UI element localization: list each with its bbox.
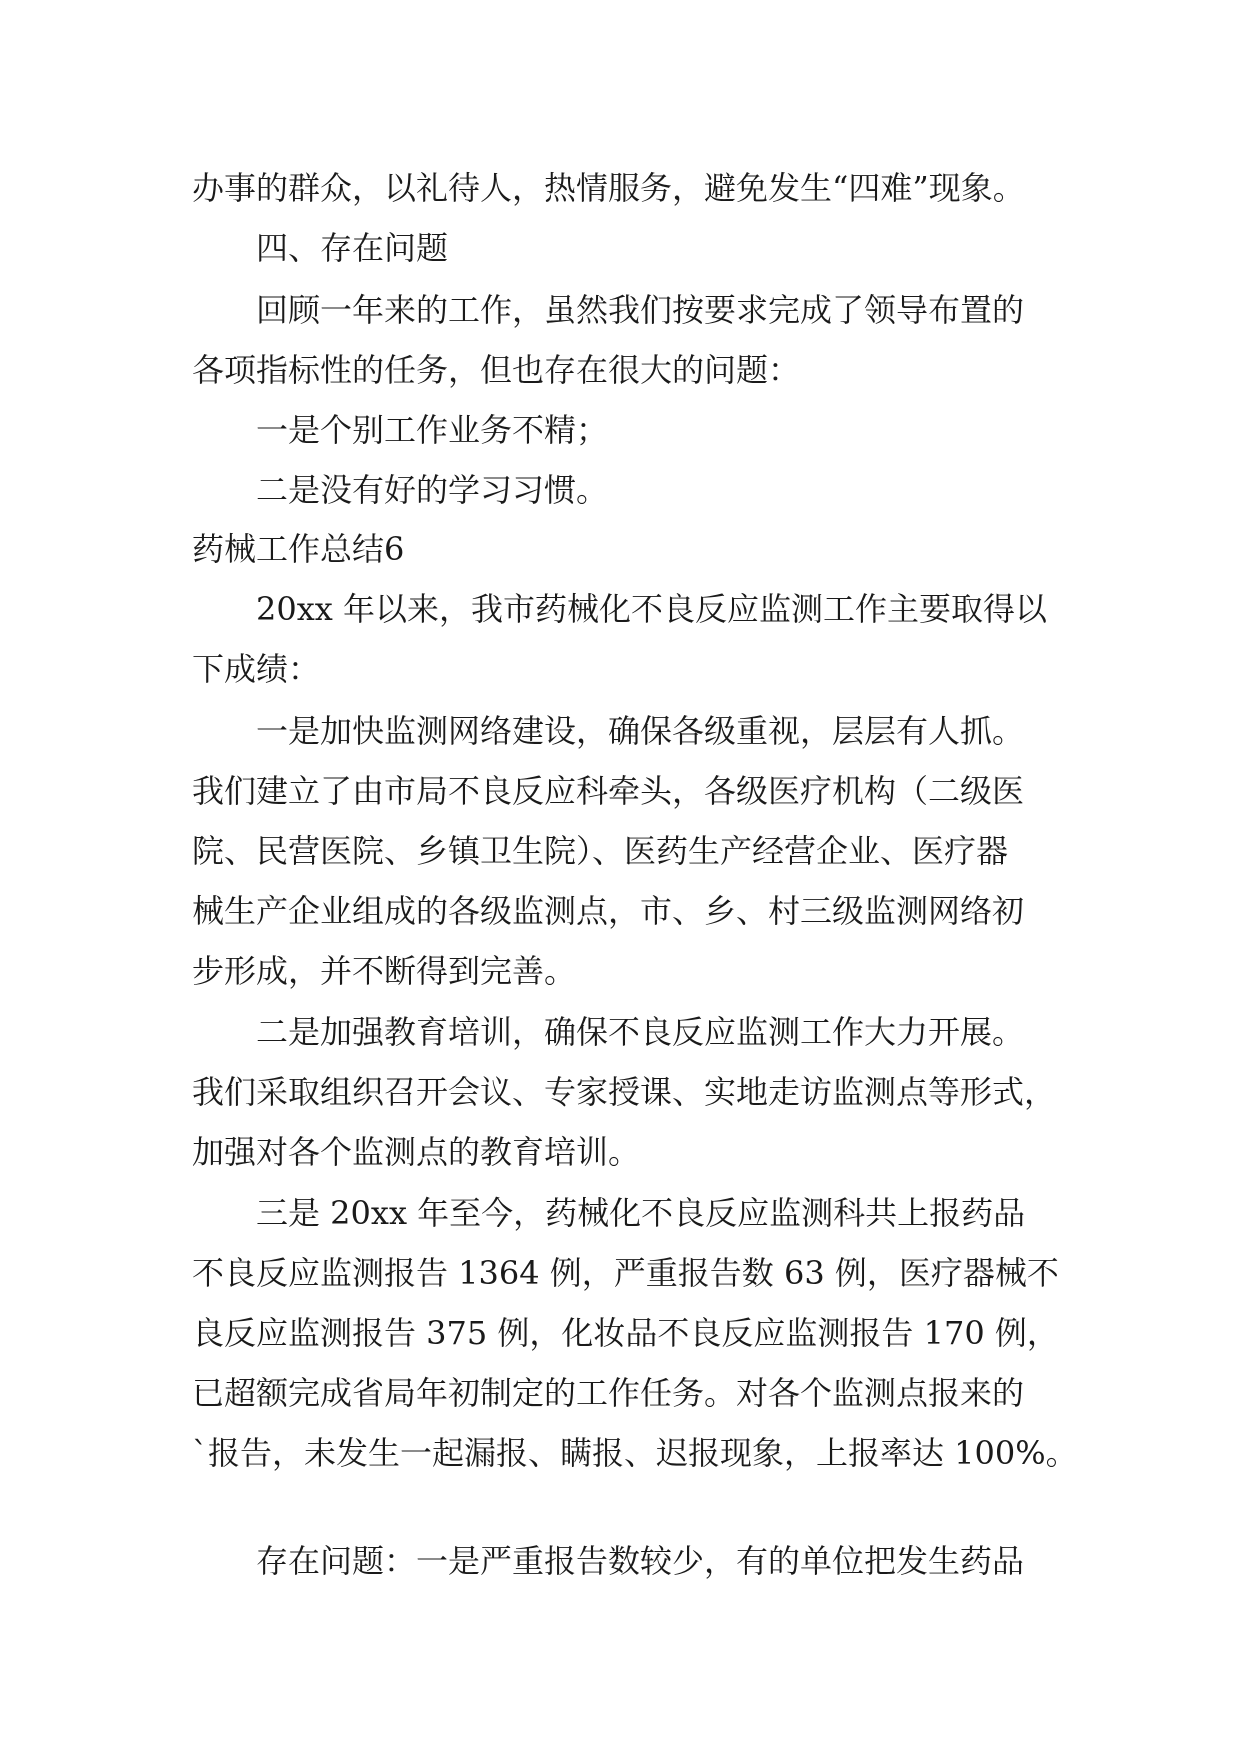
text-line: 加强对各个监测点的教育培训。 (192, 1133, 641, 1171)
text-line: 办事的群众，以礼待人，热情服务，避免发生“四难”现象。 (192, 169, 1025, 207)
text-line: 一是加快监测网络建设，确保各级重视，层层有人抓。 (256, 712, 1025, 750)
text-line: 回顾一年来的工作，虽然我们按要求完成了领导布置的 (256, 291, 1025, 329)
text-line: 20xx 年以来，我市药械化不良反应监测工作主要取得以 (256, 590, 1047, 628)
text-line: 存在问题：一是严重报告数较少，有的单位把发生药品 (256, 1542, 1025, 1580)
list-item: 一是个别工作业务不精； (256, 411, 609, 449)
text-line: 良反应监测报告 375 例，化妆品不良反应监测报告 170 例， (192, 1314, 1059, 1352)
text-line: 各项指标性的任务，但也存在很大的问题： (192, 351, 801, 389)
text-line: 下成绩： (192, 650, 321, 688)
list-item: 二是没有好的学习习惯。 (256, 471, 609, 509)
text-line: 已超额完成省局年初制定的工作任务。对各个监测点报来的 (192, 1374, 1025, 1412)
text-line: 械生产企业组成的各级监测点，市、乡、村三级监测网络初 (192, 892, 1025, 930)
document-title: 药械工作总结6 (192, 530, 405, 568)
text-line: `报告，未发生一起漏报、瞒报、迟报现象，上报率达 100%。 (192, 1434, 1078, 1472)
text-line: 我们建立了由市局不良反应科牵头，各级医疗机构（二级医 (192, 772, 1025, 810)
text-line: 院、民营医院、乡镇卫生院）、医药生产经营企业、医疗器 (192, 832, 1009, 870)
text-line: 不良反应监测报告 1364 例，严重报告数 63 例，医疗器械不 (192, 1254, 1059, 1292)
text-line: 二是加强教育培训，确保不良反应监测工作大力开展。 (256, 1013, 1025, 1051)
text-line: 步形成，并不断得到完善。 (192, 952, 577, 990)
text-line: 三是 20xx 年至今，药械化不良反应监测科共上报药品 (256, 1194, 1026, 1232)
text-line: 我们采取组织召开会议、专家授课、实地走访监测点等形式， (192, 1073, 1057, 1111)
section-heading: 四、存在问题 (256, 229, 449, 267)
